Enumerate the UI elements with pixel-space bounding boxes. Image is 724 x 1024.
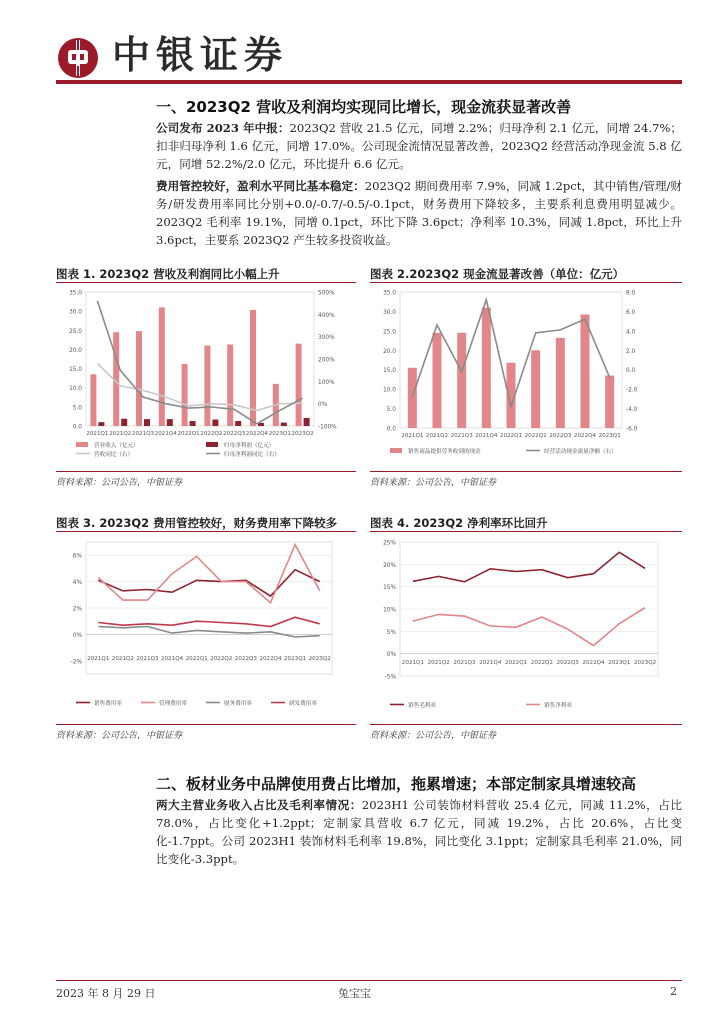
x-tick-label: 2022Q1 — [185, 656, 208, 662]
y-tick-label: 15.0 — [69, 367, 82, 374]
figure-4-chart — [370, 534, 682, 720]
y2-tick-label: 0% — [318, 402, 328, 409]
y-tick-label: 0.0 — [386, 426, 396, 433]
series-line — [97, 364, 302, 411]
bar — [144, 419, 150, 426]
paragraph-business-mix — [156, 796, 682, 868]
legend-label: 销售费用率 — [94, 701, 122, 707]
x-tick-label: 2022Q2 — [524, 433, 547, 439]
paragraph-lead: 两大主营业务收入占比及毛利率情况： — [156, 798, 362, 812]
figure-3-bottom-rule — [56, 724, 356, 725]
legend-swatch — [206, 442, 218, 447]
bar — [212, 419, 218, 426]
figure-3-top-rule — [56, 531, 356, 532]
legend-label: 销售毛利率 — [408, 703, 436, 709]
y2-tick-label: 200% — [318, 357, 335, 364]
figure-4-source: 资料来源：公司公告，中银证券 — [370, 731, 497, 741]
y-tick-label: 5.0 — [72, 405, 82, 412]
x-tick-label: 2023Q2 — [308, 656, 331, 662]
x-tick-label: 2021Q2 — [109, 431, 132, 437]
x-tick-label: 2023Q1 — [283, 656, 307, 662]
y-tick-label: 35.0 — [383, 290, 396, 297]
x-tick-label: 2022Q2 — [200, 431, 223, 437]
y2-tick-label: 2.0 — [626, 348, 636, 355]
figure-2-top-rule — [370, 282, 682, 283]
legend-label: 销售商品提供劳务收到的现金 — [408, 449, 481, 455]
figure-1-top-rule — [56, 282, 356, 283]
paragraph-text: 2023H1 公司装饰材料营收 25.4 亿元，同减 11.2%，占比 78.0%，占比变化+1.2ppt；定制家具营收 6.7 亿元，同减 19.2%，占比 20.6%，占比变化-1.7ppt。公司 2023H1 装饰材料毛利率 19.8%，同比变化 3.1ppt；定制家具毛利率 21.0%，同比变化-3.3ppt。 — [156, 798, 682, 866]
x-tick-label: 2023Q2 — [633, 660, 657, 666]
x-tick-label: 2022Q3 — [549, 433, 572, 439]
x-tick-label: 2023Q2 — [291, 431, 314, 437]
x-tick-label: 2021Q2 — [427, 660, 450, 666]
y-tick-label: 10.0 — [69, 386, 82, 393]
brand-name: 中银证券 — [112, 33, 289, 77]
x-tick-label: 2021Q1 — [87, 656, 110, 662]
bar — [182, 364, 188, 426]
y-tick-label: 15% — [383, 585, 396, 592]
series-line — [98, 617, 319, 626]
y-tick-label: 0% — [72, 632, 82, 639]
y-tick-label: 25.0 — [69, 328, 82, 335]
legend-label: 销售净利率 — [544, 703, 572, 709]
figure-4-title: 图表 4. 2023Q2 净利率环比回升 — [370, 516, 548, 530]
y2-tick-label: 8.0 — [626, 290, 636, 297]
y2-tick-label: 6.0 — [626, 309, 636, 316]
y2-tick-label: 500% — [318, 290, 335, 297]
bar — [304, 418, 310, 426]
bar — [408, 368, 417, 428]
bar — [531, 350, 540, 428]
x-tick-label: 2021Q3 — [453, 660, 476, 666]
y2-tick-label: 4.0 — [626, 329, 636, 336]
figure-2-title: 图表 2.2023Q2 现金流显著改善（单位：亿元） — [370, 267, 625, 281]
legend-swatch — [390, 448, 402, 453]
y2-tick-label: 100% — [318, 379, 335, 386]
y-tick-label: 20.0 — [69, 347, 82, 354]
series-line — [413, 552, 645, 582]
legend-label: 财务费用率 — [224, 701, 252, 707]
figure-3-chart — [56, 534, 356, 720]
y-tick-label: 10% — [383, 607, 396, 614]
bar — [433, 333, 442, 428]
series-line — [98, 545, 319, 603]
y-tick-label: 5% — [386, 629, 396, 636]
y2-tick-label: 0.0 — [626, 368, 636, 375]
bar — [159, 307, 165, 426]
x-tick-label: 2021Q1 — [86, 431, 109, 437]
bar — [190, 421, 196, 426]
x-tick-label: 2023Q1 — [268, 431, 291, 437]
figure-4-bottom-rule — [370, 724, 682, 725]
x-tick-label: 2022Q3 — [234, 656, 258, 662]
section-2-title: 二、板材业务中品牌使用费占比增加，拖累增速；本部定制家具增速较高 — [156, 775, 637, 793]
y-tick-label: 6% — [72, 553, 82, 560]
y-tick-label: -5% — [384, 674, 396, 681]
y-tick-label: 15.0 — [383, 368, 396, 375]
y-tick-label: 20% — [383, 562, 396, 569]
y-tick-label: 0% — [386, 652, 396, 659]
legend-label: 归母净利润（亿元） — [224, 443, 275, 449]
plot-frame — [86, 292, 314, 426]
bar — [235, 421, 241, 426]
bar — [121, 419, 127, 426]
x-tick-label: 2021Q4 — [475, 433, 498, 439]
legend-swatch — [76, 442, 88, 447]
figure-2-bottom-rule — [370, 471, 682, 472]
y2-tick-label: -100% — [318, 424, 337, 431]
y-tick-label: 35.0 — [69, 290, 82, 297]
x-tick-label: 2021Q3 — [131, 431, 155, 437]
bar — [204, 346, 210, 426]
bar — [90, 374, 96, 426]
paragraph-text: 2023Q2 期间费用率 7.9%，同减 1.2pct，其中销售/管理/财务/研发费用率同比分别+0.0/-0.7/-0.5/-0.1pct，财务费用下降较多，主要系利息费用明显减少。2023Q2 毛利率 19.1%，同增 0.1pct，环比下降 3.6pct；净利率 10.3%，同减 1.8pct，环比上升 3.6pct，主要系 2023Q2 产生较多投资收益。 — [156, 179, 682, 247]
y2-tick-label: 300% — [318, 335, 335, 342]
y-tick-label: 30.0 — [383, 309, 396, 316]
x-tick-label: 2021Q4 — [160, 656, 184, 662]
legend-label: 经营活动现金流量净额（右） — [544, 449, 617, 455]
y-tick-label: 25.0 — [383, 329, 396, 336]
series-line — [98, 570, 319, 596]
x-tick-label: 2022Q4 — [573, 433, 597, 439]
y-tick-label: 25% — [383, 540, 396, 547]
bar — [167, 419, 173, 426]
bar — [136, 331, 142, 426]
x-tick-label: 2022Q4 — [259, 656, 282, 662]
legend-label: 研发费用率 — [289, 701, 317, 707]
y2-tick-label: 400% — [318, 312, 335, 319]
y-tick-label: 10.0 — [383, 387, 396, 394]
y-tick-label: 4% — [72, 580, 82, 587]
y2-tick-label: -2.0 — [626, 387, 638, 394]
x-tick-label: 2021Q4 — [479, 660, 502, 666]
x-tick-label: 2022Q2 — [530, 660, 554, 666]
x-tick-label: 2022Q2 — [210, 656, 233, 662]
x-tick-label: 2022Q4 — [582, 660, 605, 666]
bank-logo-icon — [56, 36, 100, 80]
series-line — [413, 608, 645, 646]
bar — [98, 422, 104, 426]
bar — [581, 315, 590, 428]
series-line — [98, 627, 319, 638]
bar — [296, 344, 302, 426]
figure-3-source: 资料来源：公司公告，中银证券 — [56, 731, 183, 741]
paragraph-lead: 公司发布 2023 年中报： — [156, 121, 290, 135]
x-tick-label: 2023Q1 — [598, 433, 621, 439]
footer-page-number: 2 — [670, 985, 677, 998]
paragraph-interim-report — [156, 119, 682, 173]
bar — [281, 423, 287, 426]
paragraph-text: 2023Q2 营收 21.5 亿元，同增 2.2%；归母净利 2.1 亿元，同增 24.7%；扣非归母净利 1.6 亿元，同增 17.0%。公司现金流情况显著改善，2023Q2 经营活动净现金流 5.8 亿元，同增 52.2%/2.0 亿元，环比提升 6.6 亿元。 — [156, 121, 682, 171]
y-tick-label: 0.0 — [72, 424, 82, 431]
x-tick-label: 2021Q1 — [401, 660, 425, 666]
bar — [605, 376, 614, 428]
figure-2-chart — [370, 284, 682, 464]
x-tick-label: 2023Q1 — [608, 660, 631, 666]
x-tick-label: 2022Q1 — [499, 433, 523, 439]
bar — [556, 338, 565, 428]
y-tick-label: -2% — [70, 659, 82, 666]
section-1-title: 一、2023Q2 营收及利润均实现同比增长，现金流获显著改善 — [156, 98, 572, 116]
legend-label: 营业收入（亿元） — [94, 443, 139, 449]
figure-4-top-rule — [370, 531, 682, 532]
figure-1-bottom-rule — [56, 471, 356, 472]
legend-label: 营收同比（右） — [94, 452, 134, 458]
footer-date: 2023 年 8 月 29 日 — [56, 987, 156, 1000]
y-tick-label: 2% — [72, 606, 82, 613]
header-divider — [56, 80, 682, 84]
y-tick-label: 30.0 — [69, 309, 82, 316]
legend-label: 管理费用率 — [159, 701, 187, 707]
footer-company: 兔宝宝 — [338, 987, 371, 1000]
x-tick-label: 2021Q3 — [450, 433, 473, 439]
y-tick-label: 20.0 — [383, 348, 396, 355]
x-tick-label: 2021Q3 — [136, 656, 159, 662]
figure-1-chart — [56, 284, 356, 464]
x-tick-label: 2021Q4 — [154, 431, 177, 437]
x-tick-label: 2022Q3 — [556, 660, 579, 666]
y2-tick-label: -6.0 — [626, 426, 638, 433]
figure-1-source: 资料来源：公司公告，中银证券 — [56, 478, 183, 488]
paragraph-lead: 费用管控较好，盈利水平同比基本稳定： — [156, 179, 365, 193]
bar — [227, 344, 233, 426]
x-tick-label: 2021Q2 — [111, 656, 135, 662]
paragraph-expense-control — [156, 177, 682, 249]
bar — [457, 333, 466, 428]
x-tick-label: 2021Q2 — [425, 433, 449, 439]
x-tick-label: 2022Q4 — [245, 431, 269, 437]
y2-tick-label: -4.0 — [626, 407, 638, 414]
bar — [482, 308, 491, 428]
figure-2-source: 资料来源：公司公告，中银证券 — [370, 478, 497, 488]
x-tick-label: 2021Q1 — [401, 433, 424, 439]
x-tick-label: 2022Q3 — [223, 431, 246, 437]
footer-divider — [56, 980, 682, 981]
y-tick-label: 5.0 — [386, 407, 396, 414]
legend-label: 归母净利润同比（右） — [224, 452, 280, 458]
x-tick-label: 2022Q1 — [177, 431, 200, 437]
figure-1-title: 图表 1. 2023Q2 营收及利润同比小幅上升 — [56, 267, 280, 281]
x-tick-label: 2022Q1 — [504, 660, 528, 666]
figure-3-title: 图表 3. 2023Q2 费用管控较好，财务费用率下降较多 — [56, 516, 338, 530]
